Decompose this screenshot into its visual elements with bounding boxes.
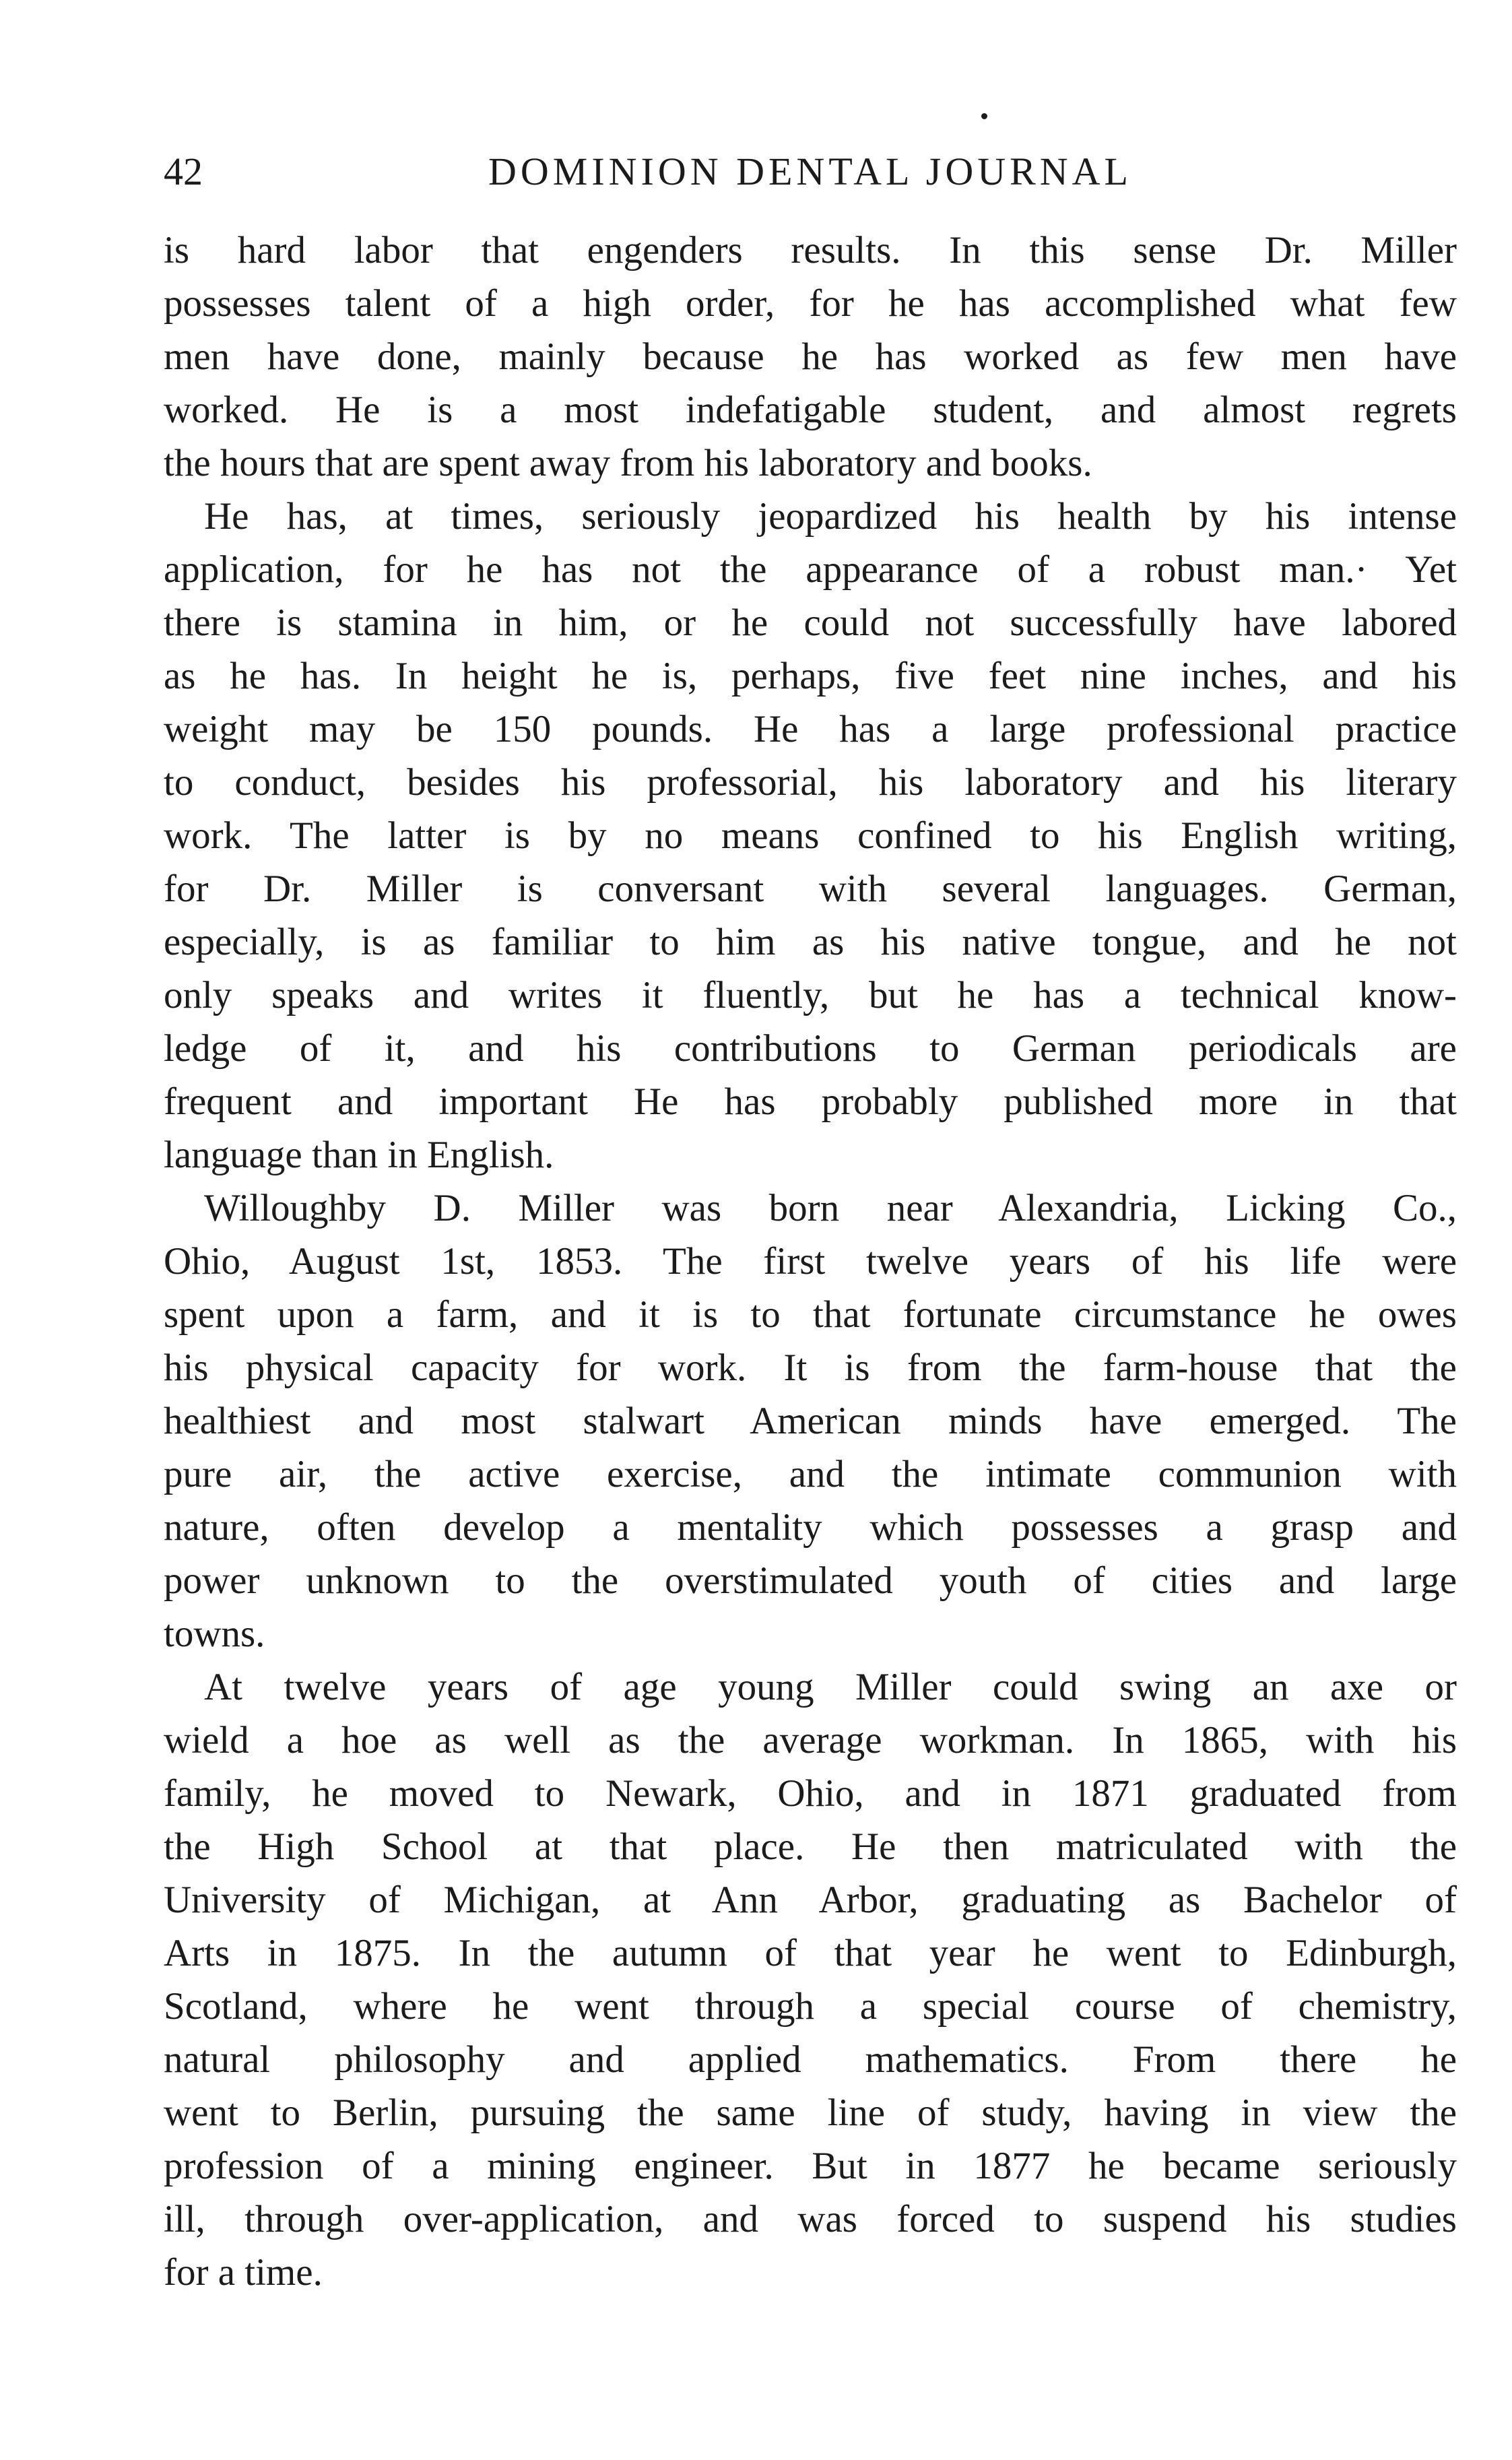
text-line: profession of a mining engineer. But in 1877 he became seriously: [164, 2145, 1457, 2187]
text-line: language than in English.: [164, 1134, 554, 1176]
text-line: for a time.: [164, 2251, 323, 2294]
text-line: worked. He is a most indefatigable student, and almost regrets: [164, 389, 1457, 431]
text-line: his physical capacity for work. It is from the farm-house that the: [164, 1347, 1457, 1389]
text-line: is hard labor that engenders results. In this sense Dr. Miller: [164, 229, 1457, 271]
text-line: Willoughby D. Miller was born near Alexandria, Licking Co.,: [204, 1187, 1457, 1229]
page-number: 42: [164, 150, 203, 193]
text-line: especially, is as familiar to him as his native tongue, and he not: [164, 921, 1457, 963]
paragraph: [164, 490, 1457, 1182]
text-line: there is stamina in him, or he could not successfully have labored: [164, 602, 1457, 644]
text-line: ill, through over-application, and was forced to suspend his studies: [164, 2198, 1457, 2240]
text-line: Ohio, August 1st, 1853. The first twelve years of his life were: [164, 1240, 1457, 1283]
text-line: natural philosophy and applied mathematics. From there he: [164, 2038, 1457, 2081]
text-line: went to Berlin, pursuing the same line of study, having in view the: [164, 2092, 1457, 2134]
text-line: pure air, the active exercise, and the intimate communion with: [164, 1453, 1457, 1495]
text-line: ledge of it, and his contributions to German periodicals are: [164, 1027, 1457, 1070]
text-line: weight may be 150 pounds. He has a large professional practice: [164, 708, 1457, 750]
text-line: He has, at times, seriously jeopardized his health by his intense: [204, 495, 1457, 538]
text-line: for Dr. Miller is conversant with several languages. German,: [164, 868, 1457, 910]
text-line: the High School at that place. He then matriculated with the: [164, 1825, 1457, 1868]
text-line: family, he moved to Newark, Ohio, and in 1871 graduated from: [164, 1772, 1457, 1815]
text-line: At twelve years of age young Miller could swing an axe or: [204, 1666, 1457, 1708]
ink-speck: [981, 113, 987, 119]
text-line: men have done, mainly because he has worked as few men have: [164, 335, 1457, 378]
text-line: application, for he has not the appearance of a robust man.· Yet: [164, 548, 1457, 591]
paragraph: [164, 1182, 1457, 1660]
text-line: to conduct, besides his professorial, his laboratory and his literary: [164, 761, 1457, 804]
text-line: possesses talent of a high order, for he has accomplished what few: [164, 282, 1457, 325]
text-line: work. The latter is by no means confined to his English writing,: [164, 814, 1457, 857]
text-line: spent upon a farm, and it is to that fortunate circumstance he owes: [164, 1293, 1457, 1336]
text-line: University of Michigan, at Ann Arbor, graduating as Bachelor of: [164, 1879, 1457, 1921]
paragraph: [164, 1660, 1457, 2299]
text-line: healthiest and most stalwart American minds have emerged. The: [164, 1400, 1457, 1442]
text-line: only speaks and writes it fluently, but he has a technical know-: [164, 974, 1457, 1016]
text-line: power unknown to the overstimulated youth of cities and large: [164, 1559, 1457, 1602]
article-body: [164, 224, 1457, 2299]
page-header: [164, 135, 1457, 209]
text-line: towns.: [164, 1613, 265, 1655]
text-line: the hours that are spent away from his laboratory and books.: [164, 442, 1092, 484]
text-line: Scotland, where he went through a special course of chemistry,: [164, 1985, 1457, 2028]
text-line: wield a hoe as well as the average workman. In 1865, with his: [164, 1719, 1457, 1761]
text-line: frequent and important He has probably published more in that: [164, 1080, 1457, 1123]
paragraph: [164, 224, 1457, 490]
text-line: as he has. In height he is, perhaps, five feet nine inches, and his: [164, 655, 1457, 697]
text-line: Arts in 1875. In the autumn of that year he went to Edinburgh,: [164, 1932, 1457, 1974]
text-line: nature, often develop a mentality which possesses a grasp and: [164, 1506, 1457, 1549]
running-title: DOMINION DENTAL JOURNAL: [488, 150, 1132, 193]
